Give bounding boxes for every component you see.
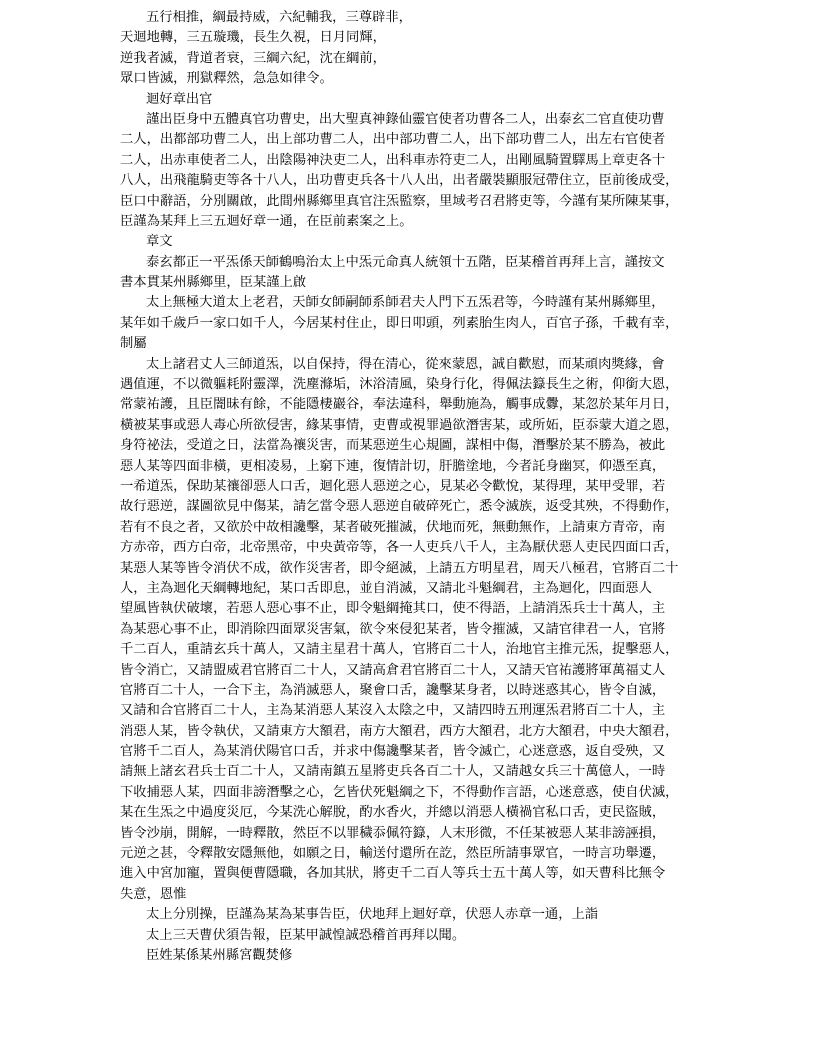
text-line: 官將百二十人，一合下主，為消滅惡人，聚會口舌，讒擊某身者，以時迷惑其心，皆令自滅， [120,682,666,698]
paragraph [120,253,704,294]
text-line: 迴好章出官 [146,91,213,107]
text-line: 又請和合官將百二十人，主為某消惡人某沒入太陰之中，又請四時五刑運炁君將百二十人，主 [120,703,666,719]
text-line: 遇值運，不以微軀耗附靈澤，洗塵滌垢，沐浴清風，染身行化，得佩法籙長生之術，仰銜大恩， [120,377,679,393]
text-line: 某在生炁之中過度災厄，今某洗心解脫，酌水香火，并總以消惡人橫禍官私口舌，吏民盜賊， [120,805,666,821]
document-body [120,8,704,966]
text-line: 太上無極大道太上老君，天師女師嗣師系師君夫人門下五炁君等，今時謹有某州縣鄉里， [146,295,665,311]
text-line: 二人，出赤車使者二人，出陰陽神決吏二人，出科車赤符吏二人，出剛風騎置驛馬上章吏各十 [120,152,666,168]
text-line: 失意，恩惟 [120,886,187,902]
text-line: 八人，出飛龍騎吏等各十八人，出功曹吏兵各十八人出，出者嚴裝顯服冠帶住立，臣前後成受， [120,173,679,189]
text-line: 皆令消亡，又請盟威君官將百二十人，又請高倉君官將百二十人，又請天官祐護將軍萬福丈人 [120,662,666,678]
text-line: 惡人某等四面非橫，更相凌易，上窮下連，復情計切，肝膽塗地，今者託身幽冥，仰憑至真， [120,458,666,474]
paragraph [120,232,704,252]
text-line: 若有不良之者，又欲於中故相讒擊，某者破死摧滅，伏地而死，無動無作，上請東方青帝，南 [120,519,666,535]
text-line: 故行惡逆，謀圖欲見中傷某，請乞當令惡人惡逆自破碎死亡，悉令滅族，返受其殃，不得動作， [120,499,679,515]
text-line: 太上分別操，臣謹為某為某事告臣，伏地拜上迴好章，伏惡人赤章一通，上詣 [146,907,599,923]
text-line: 方赤帝，西方白帝，北帝黑帝，中央黃帝等，各一人吏兵八千人，主為厭伏惡人吏民四面口舌， [120,540,679,556]
text-line: 某惡人某等皆令消伏不成，欲作災害者，即令絕滅，上請五方明星君，周天八極君，官將百二十 [120,560,679,576]
text-line: 橫被某事或惡人毒心所欲侵害，緣某事情，吏曹或視罪過欲潛害某，或所妬，臣忝蒙大道之恩， [120,417,679,433]
text-line: 常蒙祐護，且臣闇昧有餘，不能隱棲巖谷，奉法違科，舉動施為，觸事成釁，某忽於某年月日， [120,397,679,413]
text-line: 天迴地轉，三五璇璣，長生久視，日月同輝， [120,30,386,46]
text-line: 太上三天曹伏須告報，臣某甲誠惶誠恐稽首再拜以聞。 [146,927,466,943]
text-line: 元逆之甚，令釋散安隱無他，如願之日，輸送付還所在訖，然臣所請事眾官，一時言功舉遷， [120,846,666,862]
text-line: 請無上諸玄君兵士百二十人，又請南鎮五星將吏兵各百二十人，又請越女兵三十萬億人，一時 [120,764,666,780]
paragraph [120,946,704,966]
paragraph [120,355,704,906]
text-line: 進入中宮加寵，置與便曹隱職，各加其狀，將吏千二百人等兵士五十萬人等，如天曹科比無令 [120,866,666,882]
paragraph [120,926,704,946]
text-line: 謹出臣身中五體真官功曹史，出大聖真神錄仙靈官使者功曹各二人，出泰玄二官直使功曹 [146,111,665,127]
paragraph [120,8,704,90]
paragraph [120,293,704,354]
text-line: 二人，出都部功曹二人，出上部功曹二人，出中部功曹二人，出下部功曹二人，出左右官使者 [120,132,666,148]
text-line: 下收捕惡人某，四面非謗潛擊之心，乞皆伏死魁綱之下，不得動作言語，心迷意惑，使自伏滅， [120,784,679,800]
text-line: 皆令沙崩，開解，一時釋散，然臣不以罪穢忝佩符籙，人末形微，不任某被惡人某非謗誣損， [120,825,666,841]
text-line: 人，主為迴化天綱轉地紀，某口舌即息，並自消滅，又請北斗魁綱君，主為迴化，四面惡人 [120,580,652,596]
text-line: 身符祕法，受道之日，法當為禳災害，而某惡逆生心規圖，謀相中傷，潛擊於某不勝為，被此 [120,438,666,454]
paragraph [120,110,704,232]
text-line: 望風皆執伏破壞，若惡人惡心事不止，即令魁綱掩其口，使不得語，上請消炁兵士十萬人，主 [120,601,666,617]
text-line: 逆我者滅，背道者衰，三綱六紀，沈在綱前， [120,50,386,66]
paragraph [120,905,704,925]
text-line: 為某惡心事不止，即消除四面眾災害氣，欲令來侵犯某者，皆令摧滅，又請官律君一人，官將 [120,621,666,637]
text-line: 臣謹為某拜上三五迴好章一通，在臣前素案之上。 [120,213,413,229]
text-line: 制屬 [120,336,147,352]
text-line: 一希道炁，保助某禳卻惡人口舌，迴化惡人惡逆之心，見某必令歡悅，某得理，某甲受罪，若 [120,478,666,494]
text-line: 太上諸君丈人三師道炁，以自保持，得在清心，從來蒙恩，誠自歡慰，而某頑肉獎緣，會 [146,356,665,372]
text-line: 眾口皆滅，刑獄釋然，急急如律令。 [120,71,333,87]
text-line: 官將千二百人，為某消伏陽官口舌，并求中傷讒擊某者，皆令滅亡，心迷意惑，返自受殃，又 [120,744,666,760]
text-line: 臣姓某係某州縣宮觀焚修 [146,947,293,963]
paragraph [120,90,704,110]
text-line: 章文 [146,234,173,250]
text-line: 書本貫某州縣鄉里，臣某謹上啟 [120,275,307,291]
text-line: 臣口中辭語，分別關啟，此間州縣鄉里真官注炁監察，里域考召君將吏等，今謹有某所陳某事， [120,193,679,209]
text-line: 某年如千歲戶一家口如千人，今居某村住止，即日叩頭，列素胎生肉人，百官子孫，千載有幸， [120,315,679,331]
text-line: 泰玄都正一平炁係天師鶴鳴治太上中炁元命真人統領十五階，臣某稽首再拜上言，謹按文 [146,254,665,270]
text-line: 消惡人某，皆令執伏，又請東方大額君，南方大額君，西方大額君，北方大額君，中央大額君， [120,723,679,739]
text-line: 千二百人，重請玄兵十萬人，又請主星君十萬人，官將百二十人，治地官主推元炁，捉擊惡人， [120,642,679,658]
text-line: 五行相推，綱最持威，六紀輔我，三尊辟非， [146,10,412,25]
